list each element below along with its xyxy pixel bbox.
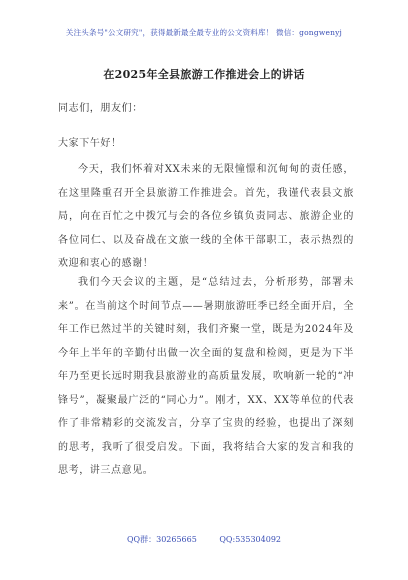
paragraph-2: 我们今天会议的主题，是“总结过去，分析形势，部署未来”。在当前这个时间节点——暑期旅游旺季已经全面开启，全年工作已然过半的关键时刻，我们齐聚一堂，既是为2024年及今年上半年的辛勤付出做一次全面的复盘和检阅，更是为下半年乃至更长远时期我县旅游业的高质量发展，吹响新一轮的“冲锋号”，凝聚最广泛的“同心力”。刚才，XX、XX等单位的代表作了非常精彩的交流发言，分享了宝贵的经验，也提出了深刻的思考，我听了很受启发。下面，我将结合大家的发言和我的思考，讲三点意见。 — [58, 277, 354, 476]
paragraph-1: 今天，我们怀着对XX未来的无限憧憬和沉甸甸的责任感，在这里隆重召开全县旅游工作推进会。首先，我谨代表县文旅局，向在百忙之中拨冗与会的各位乡镇负责同志、旅游企业的各位同仁、以及奋战在文旅一线的全体干部职工，表示热烈的欢迎和衷心的感谢！ — [58, 164, 354, 269]
document-title: 在2025年全县旅游工作推进会上的讲话 — [103, 68, 305, 81]
footer-qq-group: QQ群：30265665 — [126, 535, 197, 544]
header-banner: 关注头条号"公文研究"，获得最新最全最专业的公文资料库！ 微信：gongwenyj — [65, 28, 343, 37]
greeting-line-1: 同志们，朋友们： — [58, 103, 143, 114]
greeting-line-2: 大家下午好！ — [58, 138, 122, 149]
footer-contact — [0, 534, 408, 545]
footer-qq: QQ:535304092 — [219, 535, 281, 544]
